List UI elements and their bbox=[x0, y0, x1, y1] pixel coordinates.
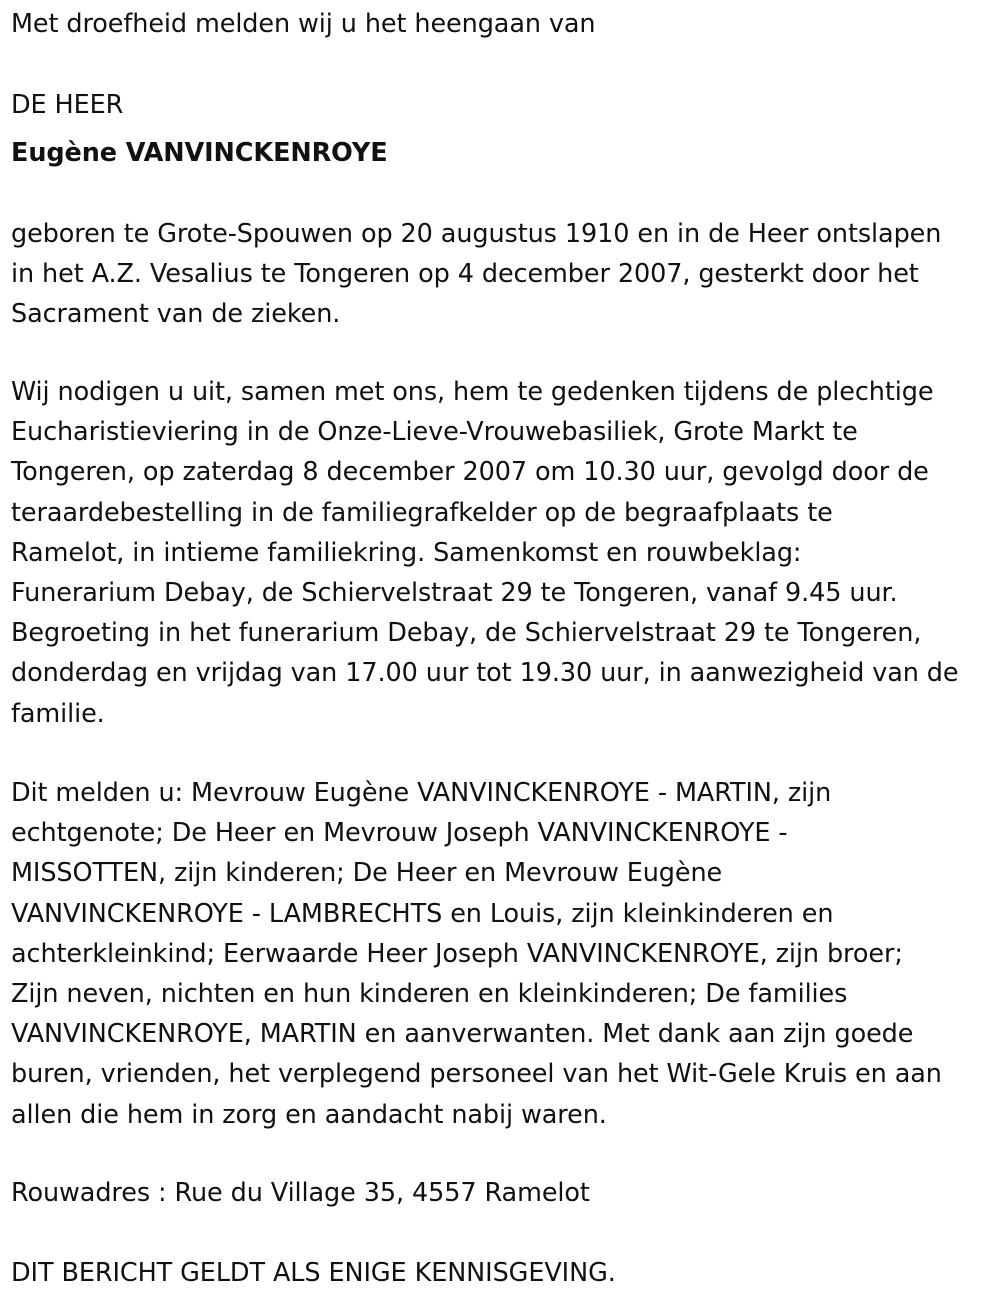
paragraph-line: Ramelot, in intieme familiekring. Samenkomst en rouwbeklag: bbox=[11, 537, 802, 568]
paragraph-line: VANVINCKENROYE - LAMBRECHTS en Louis, zijn kleinkinderen en bbox=[11, 898, 834, 929]
deceased-name: Eugène VANVINCKENROYE bbox=[11, 138, 388, 168]
paragraph-line: MISSOTTEN, zijn kinderen; De Heer en Mevrouw Eugène bbox=[11, 858, 723, 889]
paragraph-line: Wij nodigen u uit, samen met ons, hem te gedenken tijdens de plechtige bbox=[11, 377, 934, 407]
paragraph-line: Tongeren, op zaterdag 8 december 2007 om 10.30 uur, gevolgd door de bbox=[11, 457, 929, 488]
paragraph-line: achterkleinkind; Eerwaarde Heer Joseph VANVINCKENROYE, zijn broer; bbox=[11, 938, 903, 969]
paragraph-line: allen die hem in zorg en aandacht nabij waren. bbox=[11, 1099, 607, 1130]
honorific: DE HEER bbox=[11, 90, 124, 120]
closing-notice: DIT BERICHT GELDT ALS ENIGE KENNISGEVING. bbox=[11, 1258, 616, 1288]
paragraph-line: VANVINCKENROYE, MARTIN en aanverwanten. Met dank aan zijn goede bbox=[11, 1019, 914, 1050]
paragraph-line: buren, vrienden, het verplegend personeel van het Wit-Gele Kruis en aan bbox=[11, 1059, 942, 1090]
paragraph-line: Sacrament van de zieken. bbox=[11, 299, 341, 330]
ceremony-paragraph bbox=[11, 372, 996, 734]
intro-text: Met droefheid melden wij u het heengaan van bbox=[11, 9, 596, 39]
paragraph-line: Funerarium Debay, de Schiervelstraat 29 te Tongeren, vanaf 9.45 uur. bbox=[11, 578, 898, 609]
paragraph-line: Begroeting in het funerarium Debay, de Schiervelstraat 29 te Tongeren, bbox=[11, 618, 922, 649]
family-paragraph bbox=[11, 773, 996, 1135]
paragraph-line: echtgenote; De Heer en Mevrouw Joseph VANVINCKENROYE - bbox=[11, 818, 788, 849]
birth-paragraph bbox=[11, 214, 996, 335]
paragraph-line: Eucharistieviering in de Onze-Lieve-Vrouwebasiliek, Grote Markt te bbox=[11, 417, 858, 448]
paragraph-line: geboren te Grote-Spouwen op 20 augustus 1910 en in de Heer ontslapen bbox=[11, 219, 942, 249]
paragraph-line: in het A.Z. Vesalius te Tongeren op 4 december 2007, gesterkt door het bbox=[11, 259, 919, 290]
paragraph-line: familie. bbox=[11, 698, 105, 729]
mourning-address: Rouwadres : Rue du Village 35, 4557 Ramelot bbox=[11, 1178, 590, 1208]
paragraph-line: teraardebestelling in de familiegrafkelder op de begraafplaats te bbox=[11, 497, 833, 528]
paragraph-line: donderdag en vrijdag van 17.00 uur tot 19.30 uur, in aanwezigheid van de bbox=[11, 658, 959, 689]
paragraph-line: Dit melden u: Mevrouw Eugène VANVINCKENROYE - MARTIN, zijn bbox=[11, 778, 832, 808]
paragraph-line: Zijn neven, nichten en hun kinderen en kleinkinderen; De families bbox=[11, 979, 848, 1010]
